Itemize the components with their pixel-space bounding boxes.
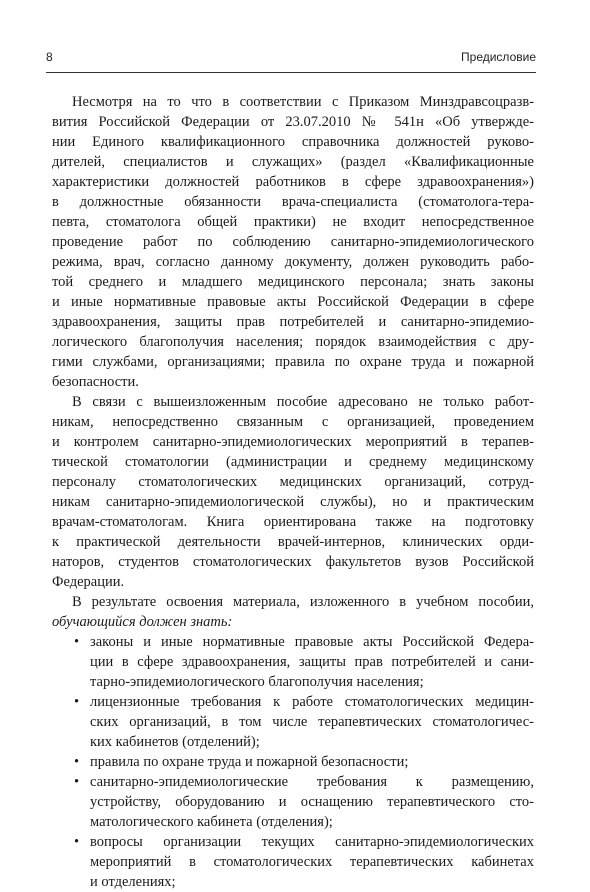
text-line: тарно-эпидемиологического благополучия населения; — [90, 674, 424, 690]
bullet-dot-icon: • — [74, 774, 80, 790]
text-line: ции в сфере здравоохранения, защиты прав потребителей и сани- — [90, 654, 534, 670]
text-line: гими службами, организациями; правила по охране труда и пожарной — [52, 354, 534, 370]
text-line: той среднего и младшего медицинского персонала; знать законы — [52, 274, 534, 290]
text-line: матологического кабинета (отделения); — [90, 814, 333, 830]
text-line: ких кабинетов (отделений); — [90, 734, 260, 750]
text-line: и отделениях; — [90, 874, 176, 890]
page-number: 8 — [46, 50, 53, 64]
text-line: и контролем санитарно-эпидемиологических мероприятий в терапев- — [52, 434, 534, 450]
text-line: законы и иные нормативные правовые акты Российской Федера- — [90, 634, 534, 650]
text-line: тической стоматологии (администрации и среднему медицинскому — [52, 454, 534, 470]
text-line: к практической деятельности врачей-интернов, клинических орди- — [52, 534, 534, 550]
text-line-italic: обучающийся должен знать: — [52, 614, 233, 630]
text-line: дителей, специалистов и служащих» (раздел «Квалификационные — [52, 154, 534, 170]
text-line: ских организаций, в том числе терапевтических стоматологичес- — [90, 714, 534, 730]
text-line: вопросы организации текущих санитарно-эпидемиологических — [90, 834, 534, 850]
text-line: и иные нормативные правовые акты Российской Федерации в сфере — [52, 294, 534, 310]
text-line: режима, врач, согласно данному документу, должен руководить рабо- — [52, 254, 534, 270]
bullet-dot-icon: • — [74, 834, 80, 850]
text-line: устройству, оборудованию и оснащению терапевтического сто- — [90, 794, 534, 810]
text-line: логического благополучия населения; порядок взаимодействия с дру- — [52, 334, 534, 350]
text-line: никам, непосредственно связанным с организацией, проведением — [52, 414, 534, 430]
text-line: характеристики должностей работников в сфере здравоохранения») — [52, 174, 534, 190]
text-line: наторов, студентов стоматологических факультетов вузов Российской — [52, 554, 534, 570]
text-line: мероприятий в стоматологических терапевтических кабинетах — [90, 854, 534, 870]
text-line: певта, стоматолога общей практики) не входит непосредственное — [52, 214, 534, 230]
text-line: В связи с вышеизложенным пособие адресовано не только работ- — [72, 394, 534, 410]
text-line: В результате освоения материала, изложенного в учебном пособии, — [72, 594, 534, 610]
text-line: вития Российской Федерации от 23.07.2010 № 541н «Об утвержде- — [52, 114, 534, 130]
text-line: персоналу стоматологических медицинских организаций, сотруд- — [52, 474, 534, 490]
text-line: правила по охране труда и пожарной безопасности; — [90, 754, 409, 770]
text-line: никам санитарно-эпидемиологической службы), но и практическим — [52, 494, 534, 510]
text-line: лицензионные требования к работе стоматологических медицин- — [90, 694, 534, 710]
text-line: проведение работ по соблюдению санитарно-эпидемиологического — [52, 234, 534, 250]
running-title: Предисловие — [461, 50, 536, 64]
bullet-dot-icon: • — [74, 634, 80, 650]
text-line: здравоохранения, защиты прав потребителей и санитарно-эпидемио- — [52, 314, 534, 330]
header-rule — [46, 72, 536, 73]
text-line: Федерации. — [52, 574, 125, 590]
text-line: санитарно-эпидемиологические требования к размещению, — [90, 774, 534, 790]
text-line: в должностные обязанности врача-специалиста (стоматолога-тера- — [52, 194, 534, 210]
text-line: врачам-стоматологам. Книга ориентирована также на подготовку — [52, 514, 534, 530]
text-line: безопасности. — [52, 374, 139, 390]
text-line: нии Единого квалификационного справочника должностей руково- — [52, 134, 534, 150]
bullet-dot-icon: • — [74, 754, 80, 770]
text-line: Несмотря на то что в соответствии с Приказом Минздравсоцразв- — [72, 94, 534, 110]
running-header — [46, 44, 536, 68]
bullet-dot-icon: • — [74, 694, 80, 710]
